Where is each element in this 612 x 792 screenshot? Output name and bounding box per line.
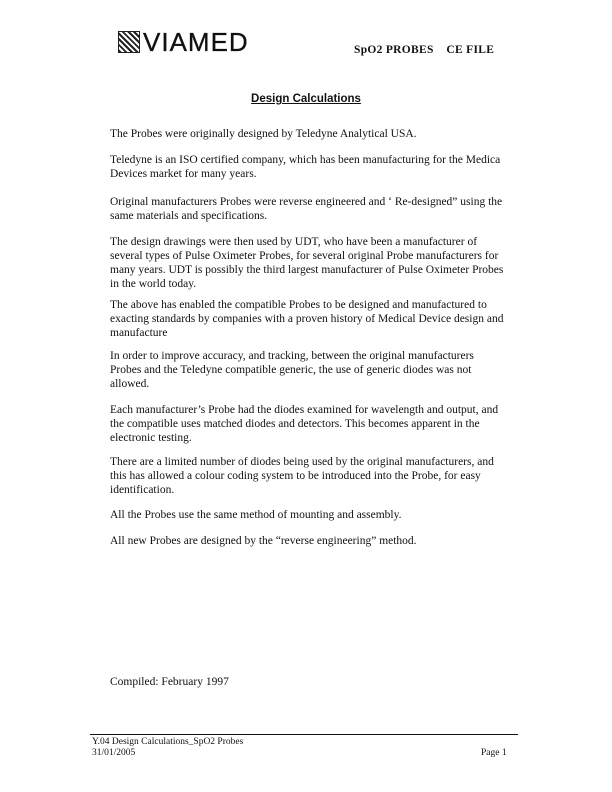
paragraph-line: manufacture (110, 327, 168, 339)
logo-text: VIAMED (143, 27, 249, 57)
compiled-date: Compiled: February 1997 (110, 676, 229, 688)
paragraph-line: The design drawings were then used by UDT, who have been a manufacturer of (110, 236, 478, 248)
footer-date: 31/01/2005 (92, 748, 136, 758)
paragraph-line: exacting standards by companies with a proven history of Medical Device design and (110, 313, 504, 325)
footer-doc-name: Y.04 Design Calculations_SpO2 Probes (92, 737, 244, 747)
paragraph-line: In order to improve accuracy, and tracking, between the original manufacturers (110, 350, 474, 362)
paragraph-line: There are a limited number of diodes being used by the original manufacturers, and (110, 456, 494, 468)
paragraph-line: in the world today. (110, 278, 197, 290)
paragraph (110, 455, 494, 497)
header-file-label: SpO2 PROBES CE FILE (354, 44, 495, 56)
paragraph (110, 153, 500, 181)
paragraph-line: Teledyne is an ISO certified company, which has been manufacturing for the Medica (110, 154, 501, 166)
paragraph-line: Devices market for many years. (110, 168, 257, 180)
paragraph (110, 403, 498, 445)
paragraph (110, 235, 503, 291)
paragraph-line: identification. (110, 484, 175, 496)
page-title: Design Calculations (251, 93, 361, 105)
paragraph-line: The Probes were originally designed by Teledyne Analytical USA. (110, 128, 417, 140)
paragraph-line: Original manufacturers Probes were reverse engineered and ‘ Re-designed” using the (110, 196, 503, 208)
viamed-logo (118, 27, 249, 57)
logo-mark-icon (118, 31, 140, 53)
paragraph-line: Probes and the Teledyne compatible generic, the use of generic diodes was not (110, 364, 472, 376)
paragraph (110, 195, 502, 223)
paragraph-line: many years. UDT is possibly the third largest manufacturer of Pulse Oximeter Probes (110, 264, 504, 276)
paragraph (110, 298, 503, 340)
paragraph (110, 508, 402, 522)
paragraph-line: this has allowed a colour coding system to be introduced into the Probe, for easy (110, 470, 481, 482)
footer-page-number: Page 1 (481, 748, 507, 758)
paragraph (110, 127, 417, 141)
paragraph (110, 534, 417, 548)
paragraph-line: All the Probes use the same method of mounting and assembly. (110, 509, 402, 521)
paragraph-line: All new Probes are designed by the “reverse engineering” method. (110, 535, 417, 547)
paragraph (110, 349, 474, 391)
paragraph-line: the compatible uses matched diodes and detectors. This becomes apparent in the (110, 418, 480, 430)
paragraph-line: several types of Pulse Oximeter Probes, for several original Probe manufacturers for (110, 250, 499, 262)
paragraph-line: Each manufacturer’s Probe had the diodes examined for wavelength and output, and (110, 404, 499, 416)
paragraph-line: electronic testing. (110, 432, 192, 444)
paragraph-line: same materials and specifications. (110, 210, 268, 222)
paragraph-line: allowed. (110, 378, 150, 390)
footer-divider (90, 734, 518, 735)
paragraph-line: The above has enabled the compatible Probes to be designed and manufactured to (110, 299, 487, 311)
